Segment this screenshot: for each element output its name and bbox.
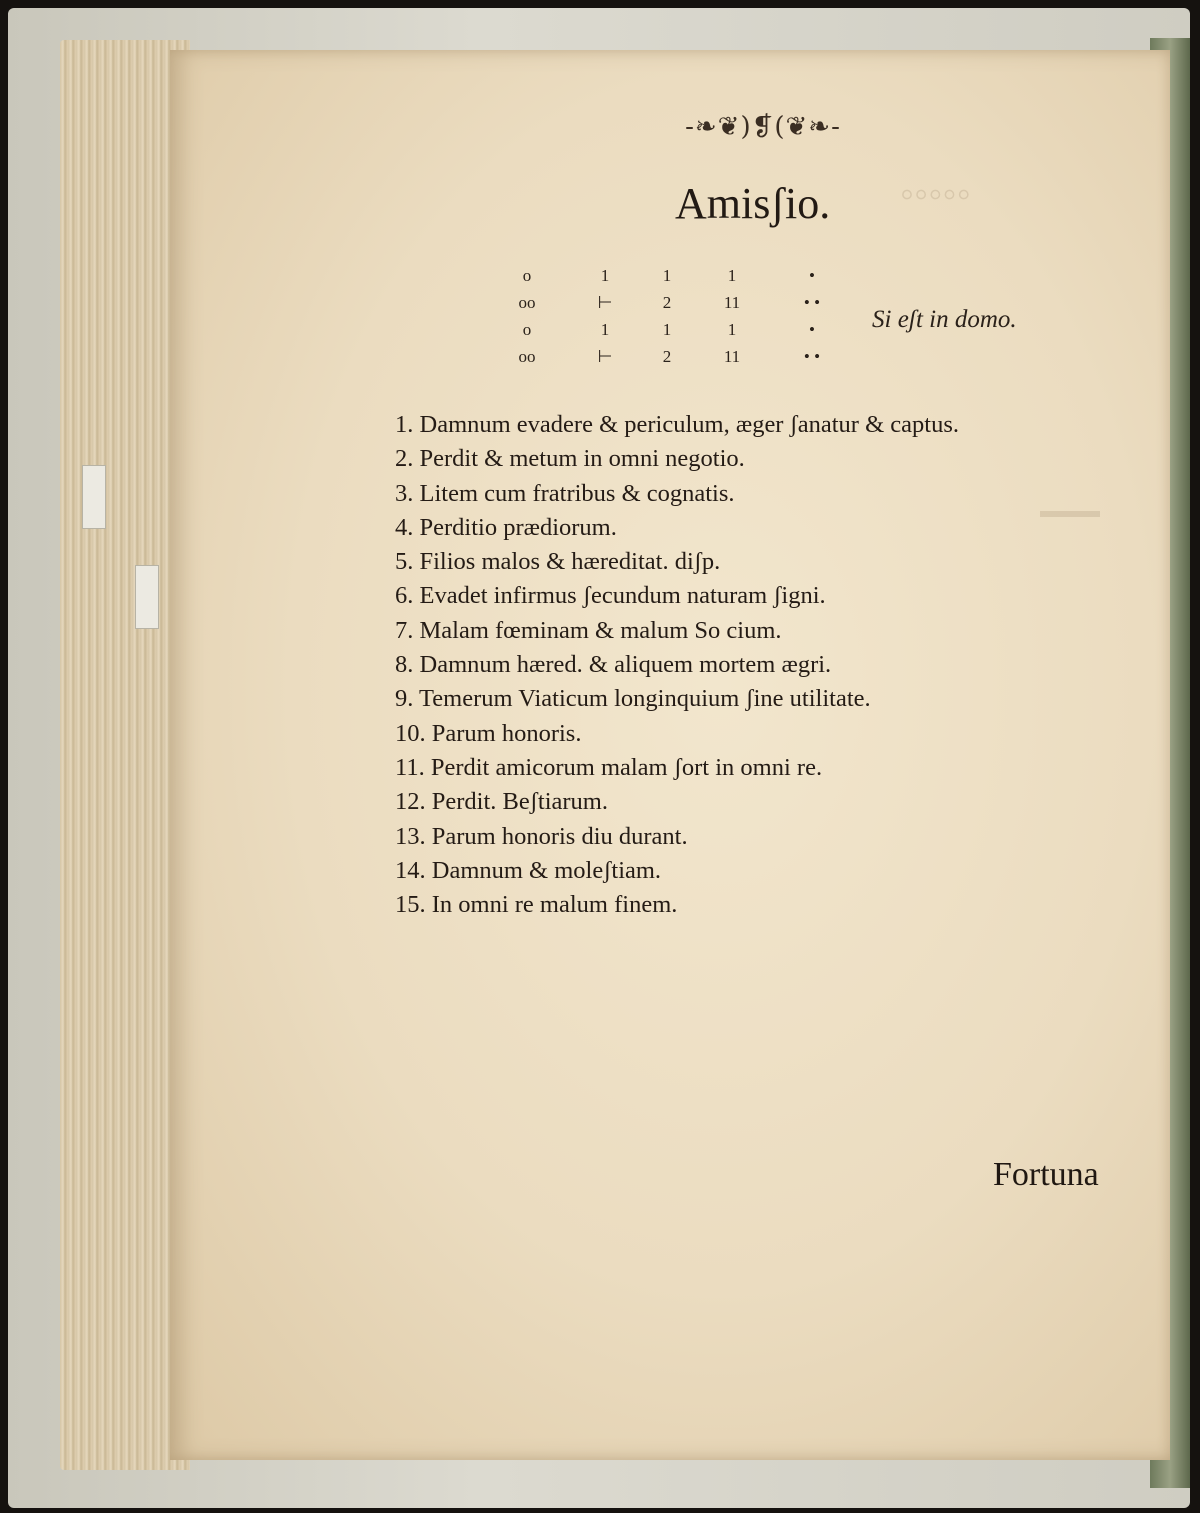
figure-row: o <box>522 266 532 285</box>
figure-row: • <box>809 320 815 339</box>
judgement-list <box>395 408 959 922</box>
figure-row: 1 <box>600 266 610 285</box>
list-item: 4. Perditio prædiorum. <box>395 513 617 541</box>
show-through: ▬▬▬ <box>1040 500 1100 522</box>
list-item: 12. Perdit. Beʃtiarum. <box>395 788 608 816</box>
list-item: 8. Damnum hæred. & aliquem mortem ægri. <box>395 651 832 679</box>
show-through: ◦◦◦◦◦ <box>900 171 971 216</box>
figure-row: 1 <box>600 320 610 339</box>
printer-ornament: -❧❦)❡(❦❧- <box>685 112 841 142</box>
page-title: Amisʃio. <box>675 179 831 228</box>
catchword: Fortuna <box>993 1156 1099 1193</box>
figure-row: • • <box>803 293 821 312</box>
figure-column <box>505 262 549 370</box>
figure-row: 2 <box>662 347 672 366</box>
figure-column <box>583 262 627 370</box>
list-item: 13. Parum honoris diu durant. <box>395 822 688 850</box>
figure-row: 1 <box>662 266 672 285</box>
list-item: 14. Damnum & moleʃtiam. <box>395 856 662 884</box>
list-item: 2. Perdit & metum in omni negotio. <box>395 445 745 473</box>
list-item: 5. Filios malos & hæreditat. diʃp. <box>395 548 721 576</box>
figure-row: 1 <box>727 266 737 285</box>
figure-column <box>710 262 754 370</box>
figure-row: ⊢ <box>597 347 613 366</box>
list-item: 3. Litem cum fratribus & cognatis. <box>395 479 735 507</box>
figure-row: 11 <box>723 293 741 312</box>
geomantic-figures <box>505 262 845 372</box>
list-item: 7. Malam fœminam & malum So cium. <box>395 616 782 644</box>
list-item: 9. Temerum Viaticum longinquium ʃine utilitate. <box>395 685 871 713</box>
figure-row: 1 <box>727 320 737 339</box>
list-item: 6. Evadet infirmus ʃecundum naturam ʃigni. <box>395 582 826 610</box>
figure-column <box>790 262 834 370</box>
paper-tab <box>82 465 106 529</box>
figure-row: oo <box>518 293 536 312</box>
list-item: 10. Parum honoris. <box>395 719 582 747</box>
figure-row: 1 <box>662 320 672 339</box>
list-item: 15. In omni re malum finem. <box>395 891 678 919</box>
figure-caption: Si eʃt in domo. <box>872 306 1017 333</box>
figure-row: • <box>809 266 815 285</box>
figure-row: o <box>522 320 532 339</box>
paper-tab <box>135 565 159 629</box>
list-item: 1. Damnum evadere & periculum, æger ʃanatur & captus. <box>395 411 959 438</box>
figure-column <box>645 262 689 370</box>
figure-row: • • <box>803 347 821 366</box>
figure-row: ⊢ <box>597 293 613 312</box>
figure-row: 2 <box>662 293 672 312</box>
list-item: 11. Perdit amicorum malam ʃort in omni re. <box>395 753 823 781</box>
figure-row: 11 <box>723 347 741 366</box>
figure-row: oo <box>518 347 536 366</box>
